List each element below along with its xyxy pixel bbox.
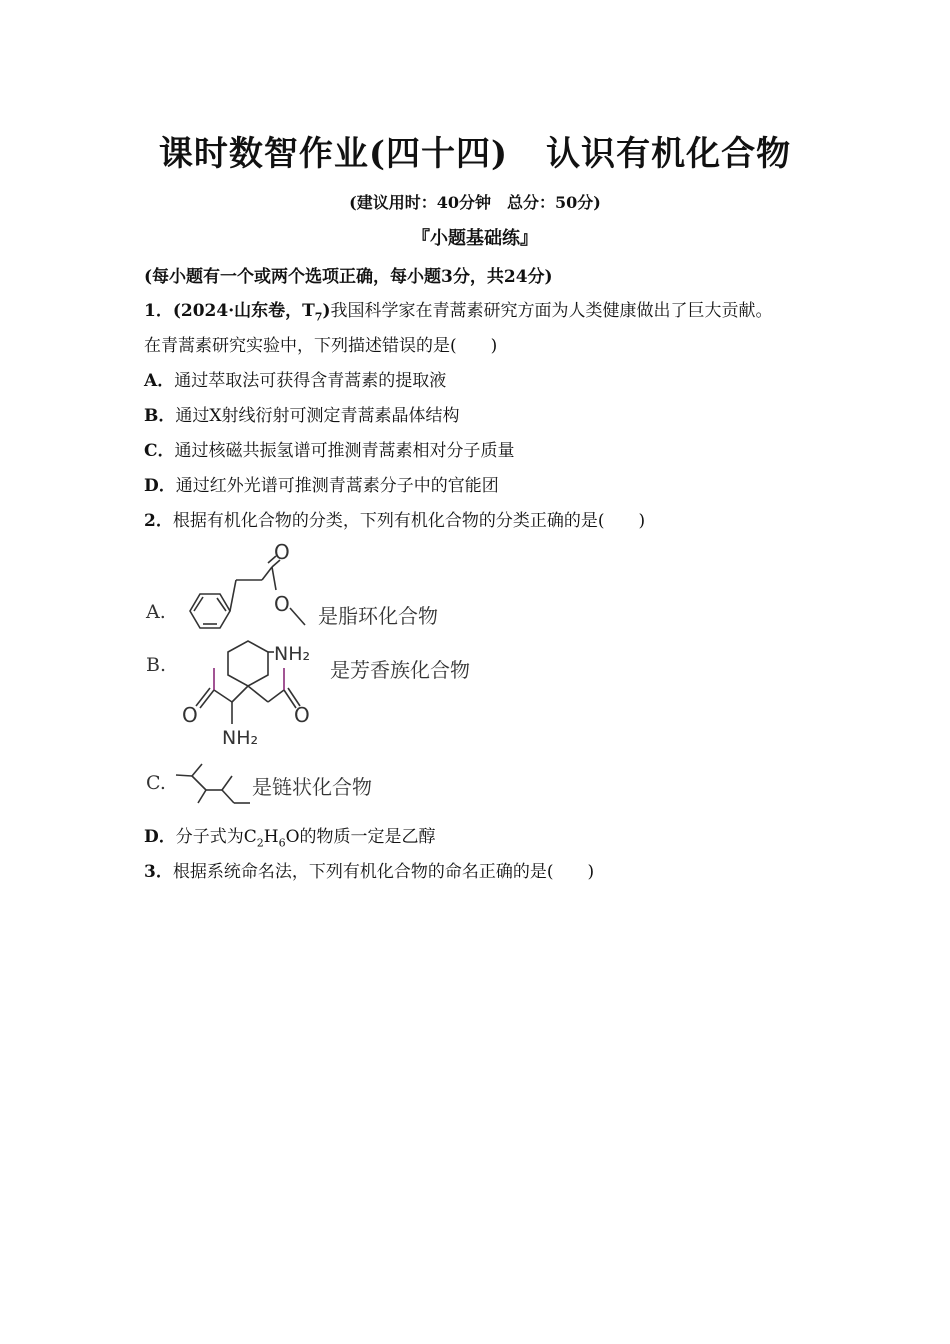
q1-option-a: A．通过萃取法可获得含青蒿素的提取液 (144, 371, 447, 391)
q2-option-c-desc: 是链状化合物 (252, 775, 372, 799)
oxygen-label: O (274, 540, 290, 564)
question-source: (2024·山东卷，$T_7$) (172, 301, 331, 324)
q1-option-b: B．通过X射线衍射可测定青蒿素晶体结构 (144, 406, 460, 426)
q2-option-a-desc: 是脂环化合物 (318, 604, 438, 628)
q1-option-c: C．通过核磁共振氢谱可推测青蒿素相对分子质量 (144, 441, 515, 461)
time-and-score: (建议用时：40分钟 总分：50分) (349, 193, 601, 212)
amino-label: NH₂ (222, 727, 259, 749)
title-topic: 认识有机化合物 (546, 134, 792, 174)
oxygen-label: O (294, 703, 310, 727)
amino-label: NH₂ (274, 643, 311, 665)
stem-text: 我国科学家在青蒿素研究方面为人类健康做出了巨大贡献。 (330, 301, 773, 321)
oxygen-label: O (182, 703, 198, 727)
question-2-stem: 2．根据有机化合物的分类，下列有机化合物的分类正确的是( ) (144, 511, 646, 531)
q2-option-c-letter: C. (146, 772, 166, 794)
oxygen-label: O (274, 592, 290, 616)
q2-option-b-desc: 是芳香族化合物 (330, 658, 470, 682)
q2-option-a-letter: A. (146, 601, 166, 623)
question-1-stem-cont: 在青蒿素研究实验中，下列描述错误的是( ) (144, 336, 498, 356)
section-heading: 『小题基础练』 (412, 228, 538, 249)
branched-chain-structure (176, 764, 250, 803)
q2-option-b-letter: B. (146, 654, 167, 676)
q2-option-d: D．分子式为$C_2H_6O$的物质一定是乙醇 (144, 827, 436, 850)
instructions: (每小题有一个或两个选项正确，每小题3分，共24分) (144, 267, 553, 287)
title-main: 课时数智作业(四十四) (158, 134, 509, 174)
q1-option-d: D．通过红外光谱可推测青蒿素分子中的官能团 (144, 476, 499, 496)
question-3-stem: 3．根据系统命名法，下列有机化合物的命名正确的是( ) (144, 862, 595, 882)
question-number: 1． (144, 301, 173, 321)
